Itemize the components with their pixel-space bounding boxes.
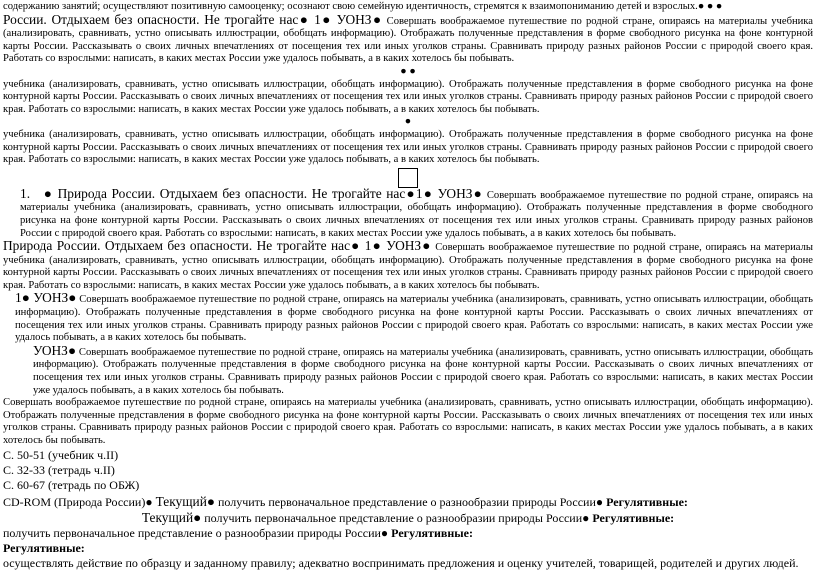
- paragraph-7-text: Совершать воображаемое путешествие по родной стране, опираясь на материалы учебника (анализировать, сравнивать, устно описывать иллюстрации, обобщать информацию). Отображать полученные представления в форме свободного рисунка на фоне контурной карты России. Рассказывать о своих личных впечатлениях от посещения тех или иных уголков страны. Сравнивать природу разных районов России с природой своего края. Работать со взрослыми: написать, в каких местах России уже удалось побывать, а в каких хотелось бы побывать.: [33, 346, 813, 396]
- paragraph-1: [3, 11, 813, 66]
- bullet-3: ●: [404, 116, 412, 128]
- get-idea-line: получить первоначальное представление о разнообразии природы России● Регулятивные:: [3, 525, 473, 540]
- paragraph-6: [3, 292, 813, 344]
- paragraph-3: учебника (анализировать, сравнивать, устно описывать иллюстрации, обобщать информацию). Отображать полученные представления в форме свободного рисунка на фоне контурной карты России. Рассказывать о своих личных впечатлениях от посещения тех или иных уголков страны. Сравнивать природу разных районов России с природой своего края. Работать со взрослыми: написать, в каких местах России уже удалось побывать, а в каких хотелось бы побывать.: [3, 128, 813, 166]
- bullets-2: ● ●: [400, 65, 416, 77]
- paragraph-5-text: Совершать воображаемое путешествие по родной стране, опираясь на материалы учебника (анализировать, сравнивать, устно описывать иллюстрации, обобщать информацию). Отображать полученные представления в форме свободного рисунка на фоне контурной карты России. Рассказывать о своих личных впечатлениях от посещения тех или иных уголков страны. Сравнивать природу разных районов России с природой своего края. Работать со взрослыми: написать, в каких местах России уже удалось побывать, а в каких хотелось бы побывать.: [3, 242, 813, 291]
- heading-5: Природа России. Отдыхаем без опасности. Не трогайте нас● 1● УОНЗ●: [3, 238, 432, 254]
- paragraph-5: [3, 240, 813, 292]
- ref-workbook: С. 32-33 (тетрадь ч.II): [3, 462, 115, 477]
- paragraph-8: Совершать воображаемое путешествие по родной стране, опираясь на материалы учебника (анализировать, сравнивать, устно описывать иллюстрации, обобщать информацию). Отображать полученные представления в форме свободного рисунка на фоне контурной карты России. Рассказывать о своих личных впечатлениях от посещения тех или иных уголков страны. Сравнивать природу разных районов России с природой своего края. Работать со взрослыми: написать, в каких местах России уже удалось побывать, а в каких хотелось бы побывать.: [3, 397, 813, 446]
- regulative-label: Регулятивные:: [3, 540, 85, 555]
- heading-6: 1● УОНЗ●: [15, 290, 77, 306]
- paragraph-1-text: Совершать воображаемое путешествие по родной стране, опираясь на материалы учебника (анализировать, сравнивать, устно описывать иллюстрации, обобщать информацию). Отображать полученные представления в форме свободного рисунка на фоне контурной карты России. Рассказывать о своих личных впечатлениях от посещения тех или иных уголков страны. Сравнивать природу разных районов России с природой своего края. Работать со взрослыми: написать, в каких местах России уже удалось побывать, а в каких хотелось бы побывать.: [3, 15, 813, 65]
- paragraph-6-text: Совершать воображаемое путешествие по родной стране, опираясь на материалы учебника (анализировать, сравнивать, устно описывать иллюстрации, обобщать информацию). Отображать полученные представления в форме свободного рисунка на фоне контурной карты России. Рассказывать о своих личных впечатлениях от посещения тех или иных уголков страны. Сравнивать природу разных районов России с природой своего края. Работать со взрослыми: написать, в каких местах России уже удалось побывать, а в каких хотелось бы побывать.: [15, 294, 813, 344]
- paragraph-2: учебника (анализировать, сравнивать, устно описывать иллюстрации, обобщать информацию). Отображать полученные представления в форме свободного рисунка на фоне контурной карты России. Рассказывать о своих личных впечатлениях от посещения тех или иных уголков страны. Сравнивать природу разных районов России с природой своего края. Работать со взрослыми: написать, в каких местах России уже удалось побывать, а в каких хотелось бы побывать.: [3, 78, 813, 115]
- paragraph-7: [3, 342, 813, 397]
- empty-checkbox: [398, 168, 418, 188]
- line-content: содержанию занятий; осуществляют позитивную самооценку; осознают свою семейную идентичность, стремятся к взаимопониманию детей и взрослых.● ● ●: [3, 1, 723, 12]
- current-line: Текущий● получить первоначальное представление о разнообразии природы России● Регулятивные:: [141, 509, 675, 525]
- last-line: осуществлять действие по образцу и заданному правилу; адекватно воспринимать предложения и оценку учителей, товарищей, родителей и других людей.: [3, 555, 799, 570]
- ref-textbook: С. 50-51 (учебник ч.II): [3, 447, 119, 462]
- ref-obzh: С. 60-67 (тетрадь по ОБЖ): [3, 477, 140, 492]
- list-item-1-head: 1. ● Природа России. Отдыхаем без опасности. Не трогайте нас●1● УОНЗ●: [20, 185, 483, 201]
- list-item-1: [3, 185, 814, 240]
- list-item-1-text: Совершать воображаемое путешествие по родной стране, опираясь на материалы учебника (анализировать, сравнивать, устно описывать иллюстрации, обобщать информацию). Отображать полученные представления в форме свободного рисунка на фоне контурной карты России. Рассказывать о своих личных впечатлениях от посещения тех или иных уголков страны. Сравнивать природу разных районов России с природой своего края. Работать со взрослыми: написать, в каких местах России уже удалось побывать, а в каких хотелось бы побывать.: [20, 189, 814, 239]
- cdrom-line: CD-ROM (Природа России)● Текущий● получить первоначальное представление о разнообразии природы России● Регулятивные:: [3, 493, 688, 509]
- heading-1: России. Отдыхаем без опасности. Не трогайте нас● 1● УОНЗ●: [3, 11, 383, 27]
- heading-7: УОНЗ●: [33, 342, 77, 358]
